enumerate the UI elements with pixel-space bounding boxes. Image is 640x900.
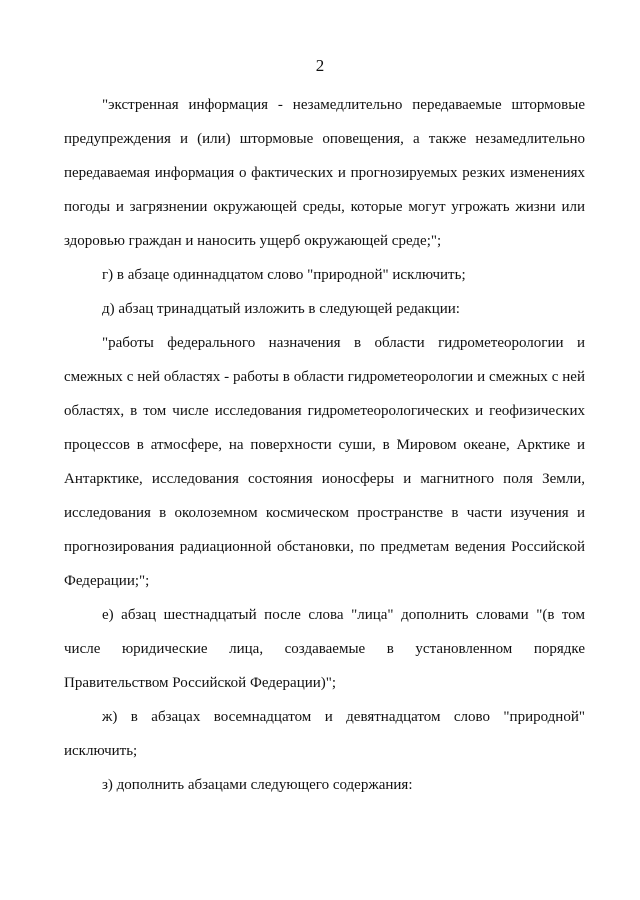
paragraph-item-g: г) в абзаце одиннадцатом слово "природной" исключить; xyxy=(102,267,466,283)
paragraph-item-d: д) абзац тринадцатый изложить в следующей редакции: xyxy=(102,301,460,317)
paragraph-item-zh: ж) в абзацах восемнадцатом и девятнадцатом слово "природной" исключить; xyxy=(64,709,585,759)
paragraph-item-e: е) абзац шестнадцатый после слова "лица" дополнить словами "(в том числе юридические лица, создаваемые в установленном порядке Правительством Российской Федерации)"; xyxy=(64,607,585,691)
paragraph-item-z: з) дополнить абзацами следующего содержания: xyxy=(102,777,413,793)
paragraph-federal-works-definition: "работы федерального назначения в области гидрометеорологии и смежных с ней областях - работы в области гидрометеорологии и смежных с ней областях, в том числе исследования гидрометеорологических и геофизических процессов в атмосфере, на поверхности суши, в Мировом океане, Арктике и Антарктике, исследования состояния ионосферы и магнитного поля Земли, исследования в околоземном космическом пространстве в части изучения и прогнозирования радиационной обстановки, по предметам ведения Российской Федерации;"; xyxy=(64,335,585,589)
document-body xyxy=(64,88,585,802)
page-number: 2 xyxy=(315,56,325,75)
paragraph-emergency-info-definition: "экстренная информация - незамедлительно передаваемые штормовые предупреждения и (или) штормовые оповещения, а также незамедлительно передаваемая информация о фактических и прогнозируемых резких изменениях погоды и загрязнении окружающей среды, которые могут угрожать жизни или здоровью граждан и наносить ущерб окружающей среде;"; xyxy=(64,97,585,249)
